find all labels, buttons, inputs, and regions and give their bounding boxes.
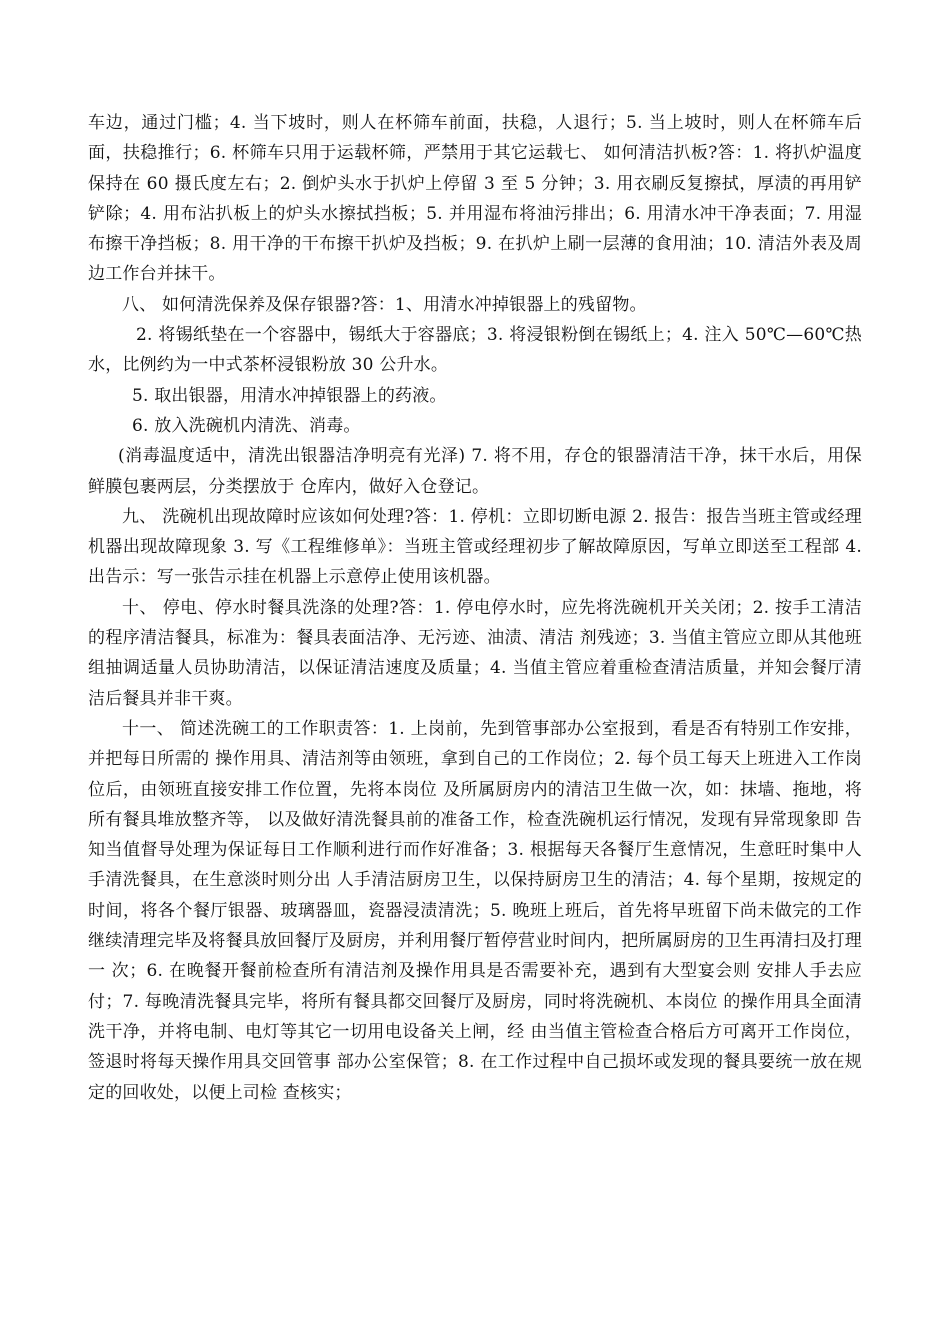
paragraph-section-10: 十、 停电、停水时餐具洗涤的处理?答：1. 停电停水时，应先将洗碗机开关关闭；2. 按手工清洁的程序清洁餐具，标准为：餐具表面洁净、无污迹、油渍、清洁 剂残迹；3. 当值主管应立即从其他班组抽调适量人员协助清洁，以保证清洁速度及质量；4. 当值主管应着重检查清洁质量，并知会餐厅清洁后餐具并非干爽。 (88, 597, 862, 709)
paragraph-continuation-section-7: 车边，通过门槛；4. 当下坡时，则人在杯筛车前面，扶稳，人退行；5. 当上坡时，则人在杯筛车后面，扶稳推行；6. 杯筛车只用于运载杯筛，严禁用于其它运载七、 如何清洁扒板?答：1. 将扒炉温度保持在 60 摄氏度左右；2. 倒炉头水于扒炉上停留 3 至 5 分钟；3. 用衣刷反复擦拭，厚渍的再用铲铲除；4. 用布沾扒板上的炉头水擦拭挡板；5. 并用湿布将油污排出；6. 用清水冲干净表面；7. 用湿布擦干净挡板；8. 用干净的干布擦干扒炉及挡板；9. 在扒炉上刷一层薄的食用油；10. 清洁外表及周边工作台并抹干。 (88, 113, 862, 285)
paragraph-section-11: 十一、 简述洗碗工的工作职责答：1. 上岗前，先到管事部办公室报到，看是否有特别工作安排，并把每日所需的 操作用具、清洁剂等由领班，拿到自己的工作岗位；2. 每个员工每天上班进入工作岗位后，由领班直接安排工作位置，先将本岗位 及所属厨房内的清洁卫生做一次，如：抹墙、拖地，将所有餐具堆放整齐等， 以及做好清洗餐具前的准备工作，检查洗碗机运行情况，发现有异常现象即 告知当值督导处理为保证每日工作顺利进行而作好准备；3. 根据每天各餐厅生意情况，生意旺时集中人手清洗餐具，在生意淡时则分出 人手清洁厨房卫生，以保持厨房卫生的清洁；4. 每个星期，按规定的时间，将各个餐厅银器、玻璃器皿，瓷器浸渍清洗；5. 晚班上班后，首先将早班留下尚未做完的工作继续清理完毕及将餐具放回餐厅及厨房，并利用餐厅暂停营业时间内，把所属厨房的卫生再清扫及打理一 次；6. 在晚餐开餐前检查所有清洁剂及操作用具是否需要补充，遇到有大型宴会则 安排人手去应付；7. 每晚清洗餐具完毕，将所有餐具都交回餐厅及厨房，同时将洗碗机、本岗位 的操作用具全面清洗干净，并将电制、电灯等其它一切用电设备关上闸，经 由当值主管检查合格后方可离开工作岗位，签退时将每天操作用具交回管事 部办公室保管；8. 在工作过程中自己损坏或发现的餐具要统一放在规定的回收处，以便上司检 查核实； (88, 718, 862, 1103)
paragraph-section-8-step-5: 5. 取出银器，用清水冲掉银器上的药液。 (132, 385, 447, 406)
paragraph-section-8-step-2: 2. 将锡纸垫在一个容器中，锡纸大于容器底；3. 将浸银粉倒在锡纸上；4. 注入 50℃—60℃热水，比例约为一中式茶杯浸银粉放 30 公升水。 (88, 325, 862, 376)
paragraph-section-8-heading: 八、 如何清洗保养及保存银器?答：1、用清水冲掉银器上的残留物。 (122, 294, 647, 315)
paragraph-section-8-step-7: (消毒温度适中，清洗出银器洁净明亮有光泽) 7. 将不用，存仓的银器清洁干净，抹干水后，用保鲜膜包裹两层，分类摆放于 仓库内，做好入仓登记。 (88, 446, 862, 497)
paragraph-section-8-step-6: 6. 放入洗碗机内清洗、消毒。 (132, 415, 361, 436)
paragraph-section-9: 九、 洗碗机出现故障时应该如何处理?答：1. 停机：立即切断电源 2. 报告：报告当班主管或经理机器出现故障现象 3. 写《工程维修单》：当班主管或经理初步了解故障原因，写单立即送至工程部 4. 出告示：写一张告示挂在机器上示意停止使用该机器。 (88, 506, 862, 588)
document-body (88, 108, 862, 1108)
